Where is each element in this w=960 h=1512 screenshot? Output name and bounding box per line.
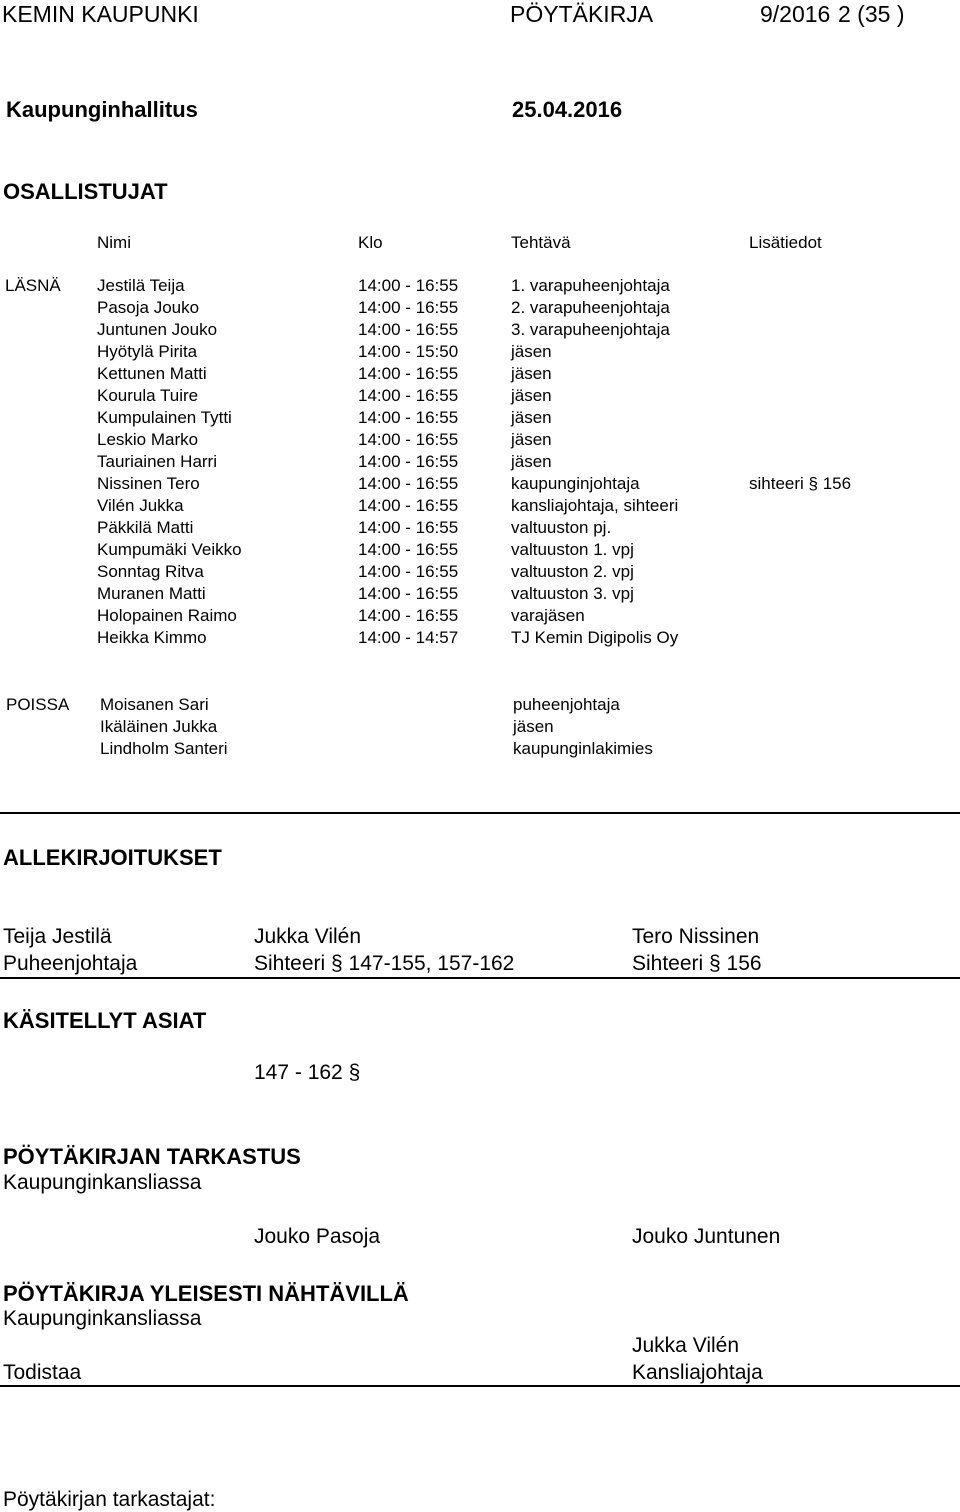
reviewer-2: Jouko Juntunen (632, 1225, 781, 1248)
meeting-body: Kaupunginhallitus (6, 97, 198, 122)
participant-name: Leskio Marko (97, 430, 199, 449)
participant-name: Holopainen Raimo (97, 606, 237, 625)
certifier-name: Jukka Vilén (632, 1334, 740, 1357)
participant-time: 14:00 - 16:55 (358, 518, 459, 537)
absent-name: Ikäläinen Jukka (100, 717, 218, 736)
signatures-title: ALLEKIRJOITUKSET (3, 845, 222, 870)
participant-name: Kettunen Matti (97, 364, 207, 383)
participant-role: valtuuston 3. vpj (511, 584, 634, 603)
participant-role: kansliajohtaja, sihteeri (511, 496, 679, 515)
present-label: LÄSNÄ (5, 276, 61, 295)
participant-info: sihteeri § 156 (749, 474, 852, 493)
participant-role: 1. varapuheenjohtaja (511, 276, 670, 295)
participant-name: Kourula Tuire (97, 386, 199, 405)
signer-1-name: Teija Jestilä (3, 925, 112, 948)
participant-role: valtuuston pj. (511, 518, 612, 537)
column-header-time: Klo (358, 233, 383, 252)
participant-time: 14:00 - 16:55 (358, 606, 459, 625)
participant-time: 14:00 - 16:55 (358, 496, 459, 515)
signer-3-title: Sihteeri § 156 (632, 952, 762, 975)
absent-name: Moisanen Sari (100, 695, 209, 714)
handled-title: KÄSITELLYT ASIAT (3, 1008, 207, 1033)
participant-name: Tauriainen Harri (97, 452, 217, 471)
reviewer-1: Jouko Pasoja (254, 1225, 381, 1248)
participant-name: Päkkilä Matti (97, 518, 194, 537)
participant-name: Muranen Matti (97, 584, 206, 603)
participant-role: jäsen (511, 430, 552, 449)
absent-label: POISSA (6, 695, 70, 714)
section-divider (0, 812, 960, 814)
column-header-name: Nimi (97, 233, 131, 252)
doc-type: PÖYTÄKIRJA (510, 1, 654, 27)
participant-time: 14:00 - 16:55 (358, 408, 459, 427)
participant-time: 14:00 - 15:50 (358, 342, 459, 361)
participant-role: valtuuston 1. vpj (511, 540, 634, 559)
participant-time: 14:00 - 16:55 (358, 430, 459, 449)
participant-name: Sonntag Ritva (97, 562, 204, 581)
meeting-date: 25.04.2016 (512, 97, 623, 122)
certify-line (0, 1385, 960, 1387)
review-place: Kaupunginkansliassa (3, 1171, 202, 1194)
signer-2-title: Sihteeri § 147-155, 157-162 (254, 952, 515, 975)
page-number: 2 (35 ) (838, 1, 905, 27)
participant-time: 14:00 - 16:55 (358, 584, 459, 603)
certify-label: Todistaa (3, 1361, 82, 1384)
participant-name: Pasoja Jouko (97, 298, 200, 317)
participant-name: Jestilä Teija (97, 276, 185, 295)
participant-time: 14:00 - 16:55 (358, 276, 459, 295)
signer-3-name: Tero Nissinen (632, 925, 760, 948)
participant-role: TJ Kemin Digipolis Oy (511, 628, 679, 647)
participant-role: jäsen (511, 342, 552, 361)
participant-time: 14:00 - 16:55 (358, 298, 459, 317)
participant-name: Kumpulainen Tytti (97, 408, 232, 427)
column-header-role: Tehtävä (511, 233, 571, 252)
participant-role: 2. varapuheenjohtaja (511, 298, 670, 317)
absent-name: Lindholm Santeri (100, 739, 228, 758)
participant-role: jäsen (511, 386, 552, 405)
participant-name: Vilén Jukka (97, 496, 184, 515)
reviewers-footer-label: Pöytäkirjan tarkastajat: (3, 1488, 216, 1511)
participant-name: Juntunen Jouko (97, 320, 218, 339)
participant-time: 14:00 - 16:55 (358, 474, 459, 493)
participant-role: jäsen (511, 408, 552, 427)
participant-role: jäsen (511, 364, 552, 383)
handled-range: 147 - 162 § (254, 1061, 361, 1084)
participant-name: Nissinen Tero (97, 474, 200, 493)
signature-line (0, 977, 960, 979)
doc-number: 9/2016 (760, 1, 831, 27)
participant-time: 14:00 - 16:55 (358, 320, 459, 339)
org-name: KEMIN KAUPUNKI (2, 1, 199, 27)
absent-role: kaupunginlakimies (513, 739, 653, 758)
participant-role: kaupunginjohtaja (511, 474, 640, 493)
absent-role: jäsen (513, 717, 554, 736)
participants-title: OSALLISTUJAT (3, 179, 168, 204)
public-place: Kaupunginkansliassa (3, 1307, 202, 1330)
participant-name: Heikka Kimmo (97, 628, 207, 647)
public-title: PÖYTÄKIRJA YLEISESTI NÄHTÄVILLÄ (3, 1281, 409, 1306)
participant-role: valtuuston 2. vpj (511, 562, 634, 581)
participant-time: 14:00 - 16:55 (358, 562, 459, 581)
participant-time: 14:00 - 16:55 (358, 386, 459, 405)
participant-time: 14:00 - 16:55 (358, 364, 459, 383)
participant-time: 14:00 - 14:57 (358, 628, 459, 647)
review-title: PÖYTÄKIRJAN TARKASTUS (3, 1144, 301, 1169)
column-header-info: Lisätiedot (749, 233, 822, 252)
certifier-title: Kansliajohtaja (632, 1361, 763, 1384)
signer-1-title: Puheenjohtaja (3, 952, 138, 975)
absent-role: puheenjohtaja (513, 695, 620, 714)
participant-time: 14:00 - 16:55 (358, 540, 459, 559)
participant-name: Kumpumäki Veikko (97, 540, 242, 559)
participant-role: varajäsen (511, 606, 585, 625)
participant-time: 14:00 - 16:55 (358, 452, 459, 471)
participant-name: Hyötylä Pirita (97, 342, 198, 361)
signer-2-name: Jukka Vilén (254, 925, 362, 948)
participant-role: jäsen (511, 452, 552, 471)
participant-role: 3. varapuheenjohtaja (511, 320, 670, 339)
